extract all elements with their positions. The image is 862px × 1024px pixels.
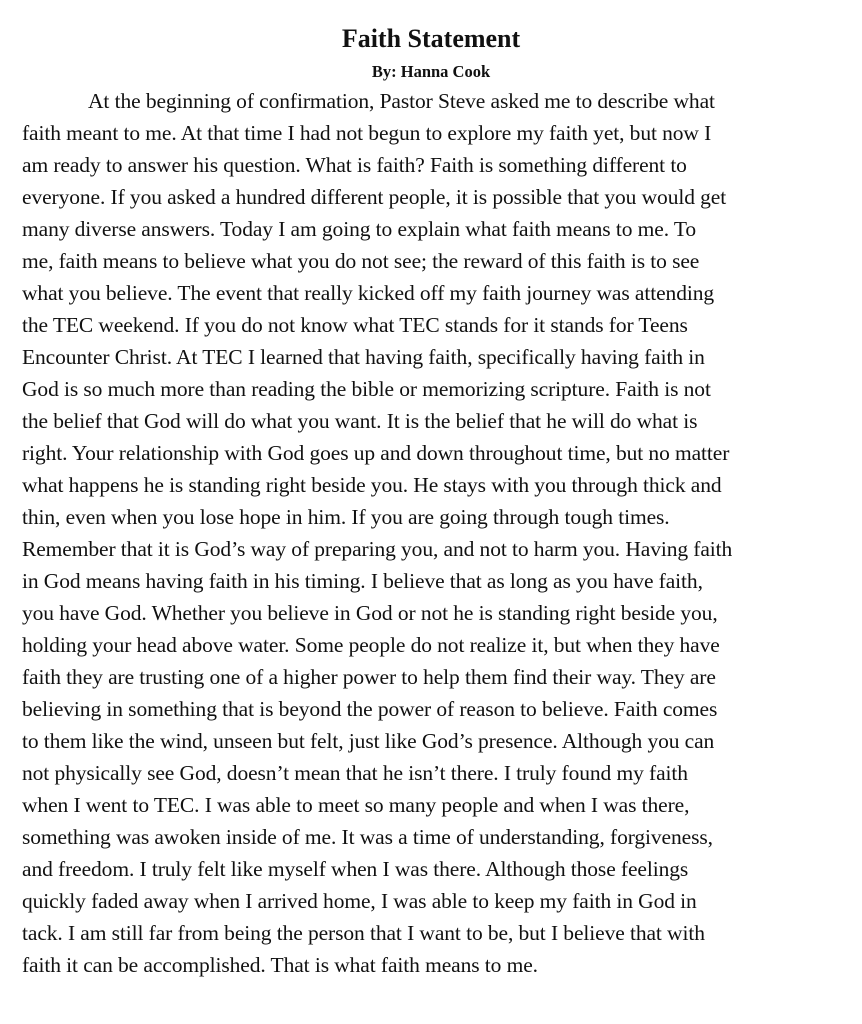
text-line: faith they are trusting one of a higher power to help them find their way. They are bbox=[22, 665, 716, 689]
text-line: when I went to TEC. I was able to meet so many people and when I was there, bbox=[22, 793, 690, 817]
text-line: holding your head above water. Some people do not realize it, but when they have bbox=[22, 633, 720, 657]
text-line: something was awoken inside of me. It was a time of understanding, forgiveness, bbox=[22, 825, 713, 849]
text-line: thin, even when you lose hope in him. If you are going through tough times. bbox=[22, 505, 670, 529]
text-line: believing in something that is beyond the power of reason to believe. Faith comes bbox=[22, 697, 718, 721]
text-line: many diverse answers. Today I am going to explain what faith means to me. To bbox=[22, 217, 697, 241]
text-line: me, faith means to believe what you do not see; the reward of this faith is to see bbox=[22, 249, 700, 273]
text-line: not physically see God, doesn’t mean that he isn’t there. I truly found my faith bbox=[22, 761, 688, 785]
text-line: everyone. If you asked a hundred different people, it is possible that you would get bbox=[22, 185, 727, 209]
text-line: tack. I am still far from being the person that I want to be, but I believe that with bbox=[22, 921, 705, 945]
text-line: quickly faded away when I arrived home, I was able to keep my faith in God in bbox=[22, 889, 697, 913]
text-line: am ready to answer his question. What is faith? Faith is something different to bbox=[22, 153, 687, 177]
text-line: what happens he is standing right beside you. He stays with you through thick and bbox=[22, 473, 722, 497]
text-line: in God means having faith in his timing. I believe that as long as you have faith, bbox=[22, 569, 703, 593]
text-line: the TEC weekend. If you do not know what TEC stands for it stands for Teens bbox=[22, 313, 688, 337]
document-title: Faith Statement bbox=[341, 24, 521, 53]
text-line: what you believe. The event that really kicked off my faith journey was attending bbox=[22, 281, 715, 305]
text-line: the belief that God will do what you want. It is the belief that he will do what is bbox=[22, 409, 698, 433]
text-line: faith meant to me. At that time I had not begun to explore my faith yet, but now I bbox=[22, 121, 712, 145]
author-byline: By: Hanna Cook bbox=[371, 62, 491, 81]
text-line: Remember that it is God’s way of preparing you, and not to harm you. Having faith bbox=[22, 537, 733, 561]
text-line: Encounter Christ. At TEC I learned that having faith, specifically having faith in bbox=[22, 345, 705, 369]
text-line: right. Your relationship with God goes up and down throughout time, but no matter bbox=[22, 441, 730, 465]
text-line: At the beginning of confirmation, Pastor Steve asked me to describe what bbox=[88, 89, 715, 113]
text-line: to them like the wind, unseen but felt, just like God’s presence. Although you can bbox=[22, 729, 715, 753]
text-line: God is so much more than reading the bible or memorizing scripture. Faith is not bbox=[22, 377, 711, 401]
text-line: faith it can be accomplished. That is what faith means to me. bbox=[22, 953, 538, 977]
text-line: you have God. Whether you believe in God or not he is standing right beside you, bbox=[22, 601, 718, 625]
text-line: and freedom. I truly felt like myself when I was there. Although those feelings bbox=[22, 857, 689, 881]
